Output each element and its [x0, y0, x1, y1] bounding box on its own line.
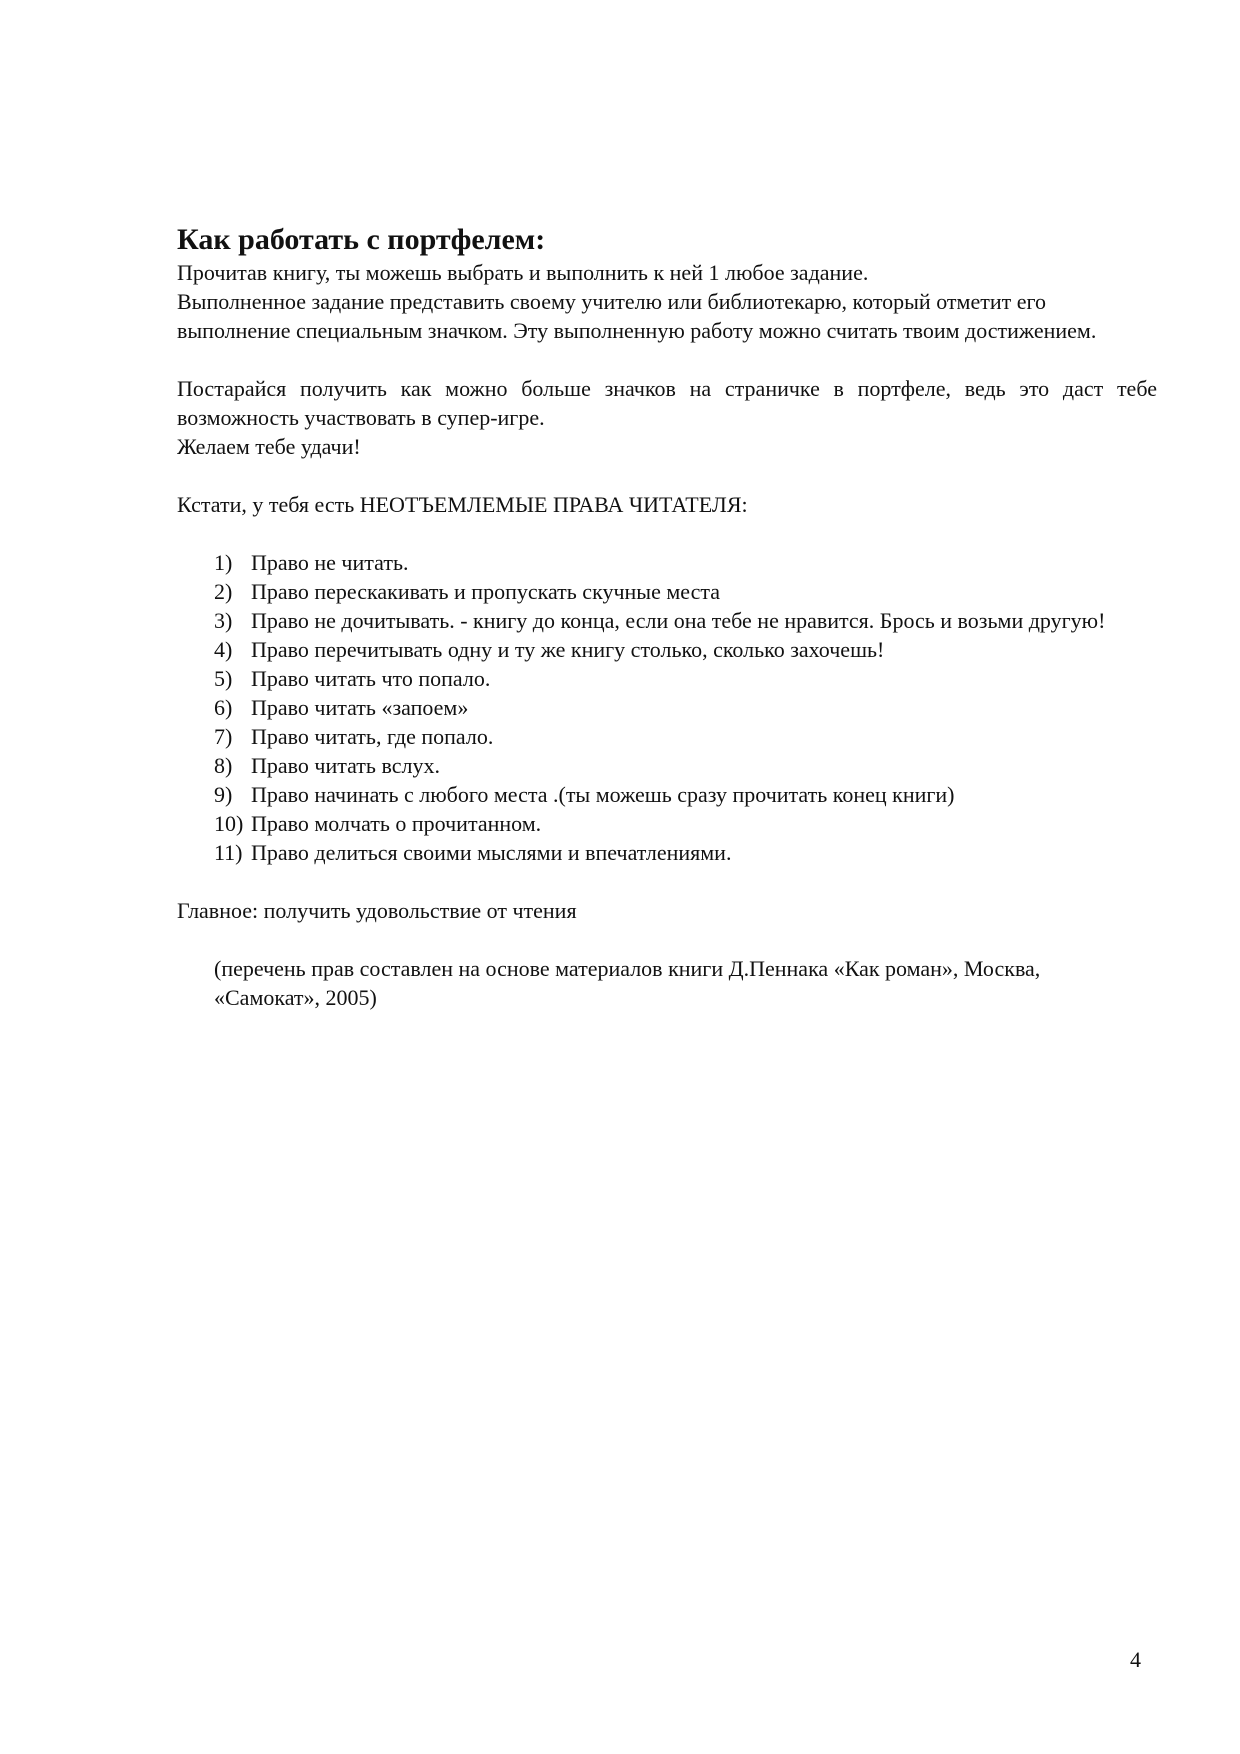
page-content	[177, 222, 1157, 1012]
rights-list	[214, 548, 1134, 867]
list-item	[214, 577, 1134, 606]
list-item-text: Право не читать.	[251, 550, 409, 575]
list-item	[214, 751, 1134, 780]
list-item-number: 6)	[214, 695, 233, 720]
list-item-number: 11)	[214, 840, 243, 865]
page-title: Как работать с портфелем:	[177, 223, 546, 256]
list-item	[214, 664, 1134, 693]
list-item-number: 7)	[214, 724, 233, 749]
list-item	[214, 780, 1134, 809]
list-item	[214, 548, 1134, 577]
list-item	[214, 693, 1134, 722]
list-item-text: Право читать вслух.	[251, 753, 440, 778]
list-item-number: 9)	[214, 782, 233, 807]
list-item-text: Право читать, где попало.	[251, 724, 494, 749]
list-item-text: Право читать что попало.	[251, 666, 491, 691]
list-item-number: 8)	[214, 753, 233, 778]
list-item-text: Право молчать о прочитанном.	[251, 811, 542, 836]
list-item-number: 4)	[214, 637, 233, 662]
list-item-text: Право перескакивать и пропускать скучные места	[251, 579, 720, 604]
list-item-text: Право читать «запоем»	[251, 695, 469, 720]
list-item	[214, 809, 1134, 838]
intro-line-2: Выполненное задание представить своему учителю или библиотекарю, который отметит его выполнение специальным значком. Эту выполненную работу можно считать твоим достижением.	[177, 289, 1097, 343]
list-item	[214, 606, 1134, 635]
rights-intro: Кстати, у тебя есть НЕОТЪЕМЛЕМЫЕ ПРАВА ЧИТАТЕЛЯ:	[177, 492, 748, 517]
main-point: Главное: получить удовольствие от чтения	[177, 898, 577, 923]
list-item	[214, 635, 1134, 664]
list-item-number: 1)	[214, 550, 233, 575]
wish-line: Желаем тебе удачи!	[177, 434, 361, 459]
list-item	[214, 838, 1134, 867]
list-item-number: 3)	[214, 608, 233, 633]
list-item-number: 2)	[214, 579, 233, 604]
list-item-text: Право перечитывать одну и ту же книгу столько, сколько захочешь!	[251, 637, 885, 662]
intro-line-1: Прочитав книгу, ты можешь выбрать и выполнить к ней 1 любое задание.	[177, 260, 869, 285]
list-item-number: 5)	[214, 666, 233, 691]
page-number: 4	[1130, 1647, 1141, 1672]
list-item-number: 10)	[214, 811, 244, 836]
list-item-text: Право начинать с любого места .(ты можешь сразу прочитать конец книги)	[251, 782, 955, 807]
encouragement-paragraph: Постарайся получить как можно больше значков на страничке в портфеле, ведь это даст тебе возможность участвовать в супер-игре.	[177, 376, 1157, 430]
list-item	[214, 722, 1134, 751]
list-item-text: Право не дочитывать. - книгу до конца, если она тебе не нравится. Брось и возьми другую!	[251, 608, 1106, 633]
list-item-text: Право делиться своими мыслями и впечатлениями.	[251, 840, 732, 865]
source-note: (перечень прав составлен на основе материалов книги Д.Пеннака «Как роман», Москва, «Самокат», 2005)	[214, 956, 1041, 1010]
